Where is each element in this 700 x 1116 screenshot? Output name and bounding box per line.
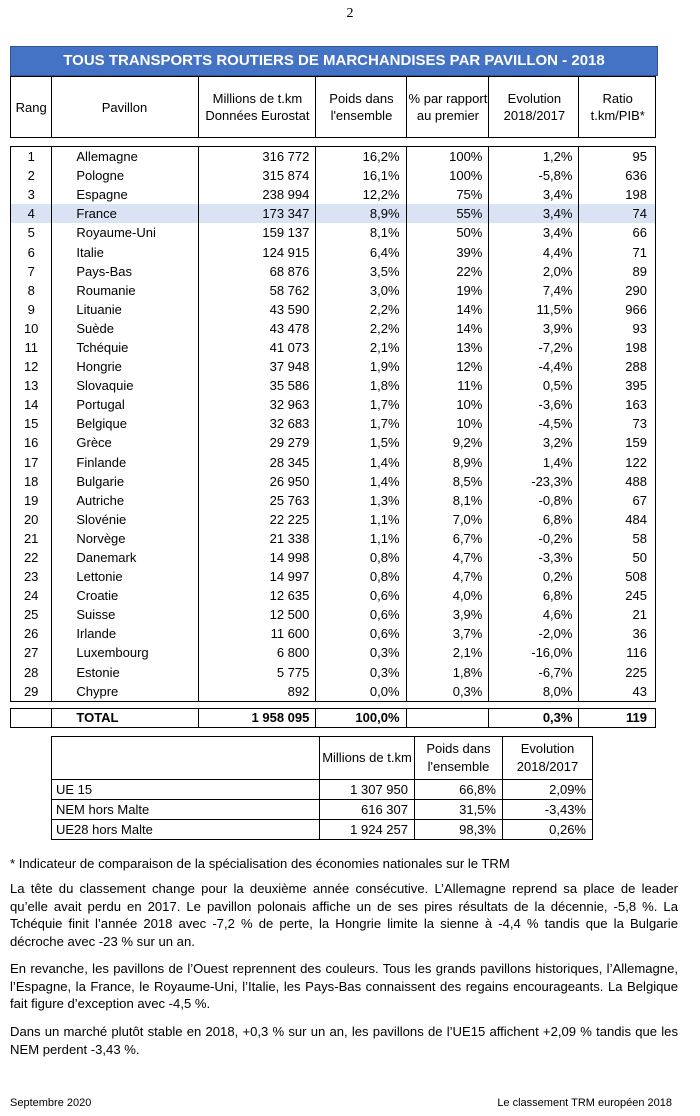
cell-ratio: 89 bbox=[579, 262, 656, 281]
cell-pavillon: Irlande bbox=[52, 624, 198, 643]
footer-publication: Le classement TRM européen 2018 bbox=[497, 1097, 672, 1109]
cell-millions: 12 635 bbox=[198, 586, 316, 605]
cell-rang: 16 bbox=[11, 433, 52, 452]
cell-ratio: 159 bbox=[579, 433, 656, 452]
cell-millions: 43 590 bbox=[198, 300, 316, 319]
summary-row bbox=[52, 800, 593, 820]
cell-pct: 10% bbox=[406, 414, 489, 433]
cell-evolution: 3,9% bbox=[489, 319, 579, 338]
cell-evolution: 3,4% bbox=[489, 204, 579, 223]
cell-ratio: 395 bbox=[579, 376, 656, 395]
cell-evolution: 4,6% bbox=[489, 605, 579, 624]
cell-ratio: 290 bbox=[579, 281, 656, 300]
cell-millions: 316 772 bbox=[198, 147, 316, 167]
table-row bbox=[11, 624, 656, 643]
cell-pct: 13% bbox=[406, 338, 489, 357]
footnote: * Indicateur de comparaison de la spécialisation des économies nationales sur le TRM bbox=[10, 856, 510, 871]
cell-poids: 12,2% bbox=[316, 185, 406, 204]
cell-pavillon: Royaume-Uni bbox=[52, 223, 198, 242]
cell-pavillon: Roumanie bbox=[52, 281, 198, 300]
summary-poids: 31,5% bbox=[415, 800, 503, 820]
total-evolution: 0,3% bbox=[489, 708, 579, 727]
cell-poids: 0,6% bbox=[316, 624, 406, 643]
table-row bbox=[11, 605, 656, 624]
cell-pavillon: Suisse bbox=[52, 605, 198, 624]
cell-ratio: 225 bbox=[579, 663, 656, 682]
cell-rang: 17 bbox=[11, 453, 52, 472]
cell-poids: 16,1% bbox=[316, 166, 406, 185]
cell-ratio: 163 bbox=[579, 395, 656, 414]
cell-poids: 1,4% bbox=[316, 453, 406, 472]
summary-row bbox=[52, 780, 593, 800]
cell-rang: 3 bbox=[11, 185, 52, 204]
cell-ratio: 122 bbox=[579, 453, 656, 472]
cell-millions: 315 874 bbox=[198, 166, 316, 185]
cell-rang: 18 bbox=[11, 472, 52, 491]
cell-evolution: -0,2% bbox=[489, 529, 579, 548]
cell-poids: 1,1% bbox=[316, 529, 406, 548]
cell-evolution: -3,6% bbox=[489, 395, 579, 414]
cell-pct: 8,5% bbox=[406, 472, 489, 491]
cell-rang: 9 bbox=[11, 300, 52, 319]
cell-pct: 55% bbox=[406, 204, 489, 223]
table-row bbox=[11, 357, 656, 376]
cell-rang: 12 bbox=[11, 357, 52, 376]
table-header-row bbox=[11, 77, 656, 138]
cell-poids: 0,6% bbox=[316, 605, 406, 624]
cell-pct: 50% bbox=[406, 223, 489, 242]
cell-ratio: 95 bbox=[579, 147, 656, 167]
cell-evolution: -0,8% bbox=[489, 491, 579, 510]
cell-rang: 5 bbox=[11, 223, 52, 242]
cell-pavillon: Tchéquie bbox=[52, 338, 198, 357]
cell-poids: 1,9% bbox=[316, 357, 406, 376]
cell-millions: 26 950 bbox=[198, 472, 316, 491]
cell-millions: 14 998 bbox=[198, 548, 316, 567]
cell-rang: 7 bbox=[11, 262, 52, 281]
cell-millions: 28 345 bbox=[198, 453, 316, 472]
header-pavillon: Pavillon bbox=[52, 77, 198, 138]
cell-ratio: 966 bbox=[579, 300, 656, 319]
cell-rang: 14 bbox=[11, 395, 52, 414]
header-millions: Millions de t.km Données Eurostat bbox=[198, 77, 316, 138]
cell-pavillon: Belgique bbox=[52, 414, 198, 433]
table-row bbox=[11, 682, 656, 702]
cell-pct: 19% bbox=[406, 281, 489, 300]
cell-evolution: 6,8% bbox=[489, 586, 579, 605]
cell-evolution: -3,3% bbox=[489, 548, 579, 567]
summary-header-evolution: Evolution 2018/2017 bbox=[503, 737, 593, 780]
table-row bbox=[11, 643, 656, 662]
cell-millions: 6 800 bbox=[198, 643, 316, 662]
cell-ratio: 288 bbox=[579, 357, 656, 376]
cell-evolution: -16,0% bbox=[489, 643, 579, 662]
header-pct: % par rapport au premier bbox=[406, 77, 489, 138]
cell-evolution: 8,0% bbox=[489, 682, 579, 702]
summary-header-blank bbox=[52, 737, 320, 780]
cell-evolution: -2,0% bbox=[489, 624, 579, 643]
cell-rang: 13 bbox=[11, 376, 52, 395]
cell-rang: 6 bbox=[11, 242, 52, 261]
cell-poids: 8,9% bbox=[316, 204, 406, 223]
cell-pavillon: Lettonie bbox=[52, 567, 198, 586]
summary-millions: 1 307 950 bbox=[320, 780, 415, 800]
table-row bbox=[11, 242, 656, 261]
cell-pavillon: Italie bbox=[52, 242, 198, 261]
summary-header-poids: Poids dans l'ensemble bbox=[415, 737, 503, 780]
cell-pavillon: Slovénie bbox=[52, 510, 198, 529]
total-rang bbox=[11, 708, 52, 727]
cell-pct: 100% bbox=[406, 147, 489, 167]
cell-ratio: 198 bbox=[579, 338, 656, 357]
cell-poids: 0,6% bbox=[316, 586, 406, 605]
cell-pct: 14% bbox=[406, 300, 489, 319]
cell-rang: 29 bbox=[11, 682, 52, 702]
summary-header-millions: Millions de t.km bbox=[320, 737, 415, 780]
cell-pct: 4,7% bbox=[406, 567, 489, 586]
table-row bbox=[11, 166, 656, 185]
cell-millions: 25 763 bbox=[198, 491, 316, 510]
cell-poids: 2,2% bbox=[316, 319, 406, 338]
cell-pct: 4,0% bbox=[406, 586, 489, 605]
cell-evolution: 1,4% bbox=[489, 453, 579, 472]
cell-poids: 1,8% bbox=[316, 376, 406, 395]
cell-millions: 238 994 bbox=[198, 185, 316, 204]
total-row bbox=[11, 708, 656, 727]
cell-pavillon: Grèce bbox=[52, 433, 198, 452]
cell-millions: 159 137 bbox=[198, 223, 316, 242]
cell-poids: 0,8% bbox=[316, 567, 406, 586]
cell-pavillon: Luxembourg bbox=[52, 643, 198, 662]
cell-evolution: 1,2% bbox=[489, 147, 579, 167]
cell-poids: 1,5% bbox=[316, 433, 406, 452]
cell-pct: 0,3% bbox=[406, 682, 489, 702]
cell-rang: 20 bbox=[11, 510, 52, 529]
footer-date: Septembre 2020 bbox=[10, 1097, 92, 1109]
cell-millions: 21 338 bbox=[198, 529, 316, 548]
cell-millions: 29 279 bbox=[198, 433, 316, 452]
cell-evolution: -7,2% bbox=[489, 338, 579, 357]
cell-millions: 22 225 bbox=[198, 510, 316, 529]
cell-millions: 37 948 bbox=[198, 357, 316, 376]
cell-poids: 3,0% bbox=[316, 281, 406, 300]
summary-table bbox=[51, 736, 593, 840]
table-row bbox=[11, 185, 656, 204]
table-row bbox=[11, 319, 656, 338]
cell-pct: 8,1% bbox=[406, 491, 489, 510]
header-poids: Poids dans l'ensemble bbox=[316, 77, 406, 138]
table-row bbox=[11, 300, 656, 319]
cell-rang: 23 bbox=[11, 567, 52, 586]
cell-poids: 1,7% bbox=[316, 395, 406, 414]
cell-pavillon: Pologne bbox=[52, 166, 198, 185]
cell-rang: 19 bbox=[11, 491, 52, 510]
cell-evolution: 4,4% bbox=[489, 242, 579, 261]
cell-pavillon: Suède bbox=[52, 319, 198, 338]
cell-evolution: 11,5% bbox=[489, 300, 579, 319]
cell-ratio: 66 bbox=[579, 223, 656, 242]
cell-pavillon: Slovaquie bbox=[52, 376, 198, 395]
cell-evolution: 7,4% bbox=[489, 281, 579, 300]
cell-ratio: 74 bbox=[579, 204, 656, 223]
cell-pct: 39% bbox=[406, 242, 489, 261]
cell-ratio: 116 bbox=[579, 643, 656, 662]
header-rang: Rang bbox=[11, 77, 52, 138]
cell-poids: 2,2% bbox=[316, 300, 406, 319]
cell-rang: 27 bbox=[11, 643, 52, 662]
summary-poids: 66,8% bbox=[415, 780, 503, 800]
cell-millions: 173 347 bbox=[198, 204, 316, 223]
cell-poids: 16,2% bbox=[316, 147, 406, 167]
table-row bbox=[11, 510, 656, 529]
cell-pavillon: Portugal bbox=[52, 395, 198, 414]
total-label: TOTAL bbox=[52, 708, 198, 727]
summary-header-row bbox=[52, 737, 593, 780]
cell-rang: 1 bbox=[11, 147, 52, 167]
cell-poids: 0,0% bbox=[316, 682, 406, 702]
cell-ratio: 484 bbox=[579, 510, 656, 529]
cell-pct: 6,7% bbox=[406, 529, 489, 548]
cell-pavillon: Espagne bbox=[52, 185, 198, 204]
cell-ratio: 36 bbox=[579, 624, 656, 643]
page-number: 2 bbox=[346, 6, 354, 21]
paragraph-3: Dans un marché plutôt stable en 2018, +0,3 % sur un an, les pavillons de l’UE15 affichent +2,09 % tandis que les NEM perdent -3,43 %. bbox=[10, 1024, 678, 1057]
cell-evolution: -5,8% bbox=[489, 166, 579, 185]
cell-poids: 2,1% bbox=[316, 338, 406, 357]
cell-evolution: 3,4% bbox=[489, 185, 579, 204]
table-row bbox=[11, 567, 656, 586]
summary-evolution: 0,26% bbox=[503, 820, 593, 840]
cell-millions: 11 600 bbox=[198, 624, 316, 643]
table-row bbox=[11, 529, 656, 548]
cell-pavillon: Estonie bbox=[52, 663, 198, 682]
cell-pavillon: Danemark bbox=[52, 548, 198, 567]
cell-pct: 10% bbox=[406, 395, 489, 414]
summary-millions: 1 924 257 bbox=[320, 820, 415, 840]
cell-pavillon: Finlande bbox=[52, 453, 198, 472]
cell-pct: 2,1% bbox=[406, 643, 489, 662]
table-row bbox=[11, 395, 656, 414]
cell-evolution: 3,2% bbox=[489, 433, 579, 452]
summary-label: UE28 hors Malte bbox=[52, 820, 320, 840]
paragraph-2: En revanche, les pavillons de l’Ouest reprennent des couleurs. Tous les grands pavillons historiques, l’Allemagne, l’Espagne, la France, le Royaume-Uni, l’Italie, les Pays-Bas connaissent des regains encourageants. La Belgique fait figure d’exception avec -4,5 %. bbox=[10, 961, 678, 1011]
cell-evolution: -6,7% bbox=[489, 663, 579, 682]
table-row bbox=[11, 338, 656, 357]
cell-ratio: 488 bbox=[579, 472, 656, 491]
total-millions: 1 958 095 bbox=[198, 708, 316, 727]
cell-ratio: 71 bbox=[579, 242, 656, 261]
cell-evolution: 0,5% bbox=[489, 376, 579, 395]
cell-rang: 10 bbox=[11, 319, 52, 338]
cell-evolution: -4,4% bbox=[489, 357, 579, 376]
summary-poids: 98,3% bbox=[415, 820, 503, 840]
cell-pct: 9,2% bbox=[406, 433, 489, 452]
table-row bbox=[11, 663, 656, 682]
cell-pavillon: Allemagne bbox=[52, 147, 198, 167]
cell-ratio: 43 bbox=[579, 682, 656, 702]
cell-ratio: 508 bbox=[579, 567, 656, 586]
summary-millions: 616 307 bbox=[320, 800, 415, 820]
cell-rang: 21 bbox=[11, 529, 52, 548]
cell-ratio: 93 bbox=[579, 319, 656, 338]
table-row bbox=[11, 586, 656, 605]
cell-poids: 1,7% bbox=[316, 414, 406, 433]
cell-millions: 124 915 bbox=[198, 242, 316, 261]
cell-pct: 4,7% bbox=[406, 548, 489, 567]
cell-pct: 8,9% bbox=[406, 453, 489, 472]
cell-pavillon: Bulgarie bbox=[52, 472, 198, 491]
summary-row bbox=[52, 820, 593, 840]
cell-poids: 0,3% bbox=[316, 643, 406, 662]
cell-evolution: 2,0% bbox=[489, 262, 579, 281]
cell-millions: 58 762 bbox=[198, 281, 316, 300]
cell-millions: 14 997 bbox=[198, 567, 316, 586]
cell-poids: 3,5% bbox=[316, 262, 406, 281]
table-title-banner: TOUS TRANSPORTS ROUTIERS DE MARCHANDISES PAR PAVILLON - 2018 bbox=[10, 46, 658, 76]
cell-pavillon: Lituanie bbox=[52, 300, 198, 319]
paragraph-1: La tête du classement change pour la deuxième année consécutive. L’Allemagne reprend sa place de leader qu’elle avait perdu en 2017. Le pavillon polonais affiche un de ses pires résultats de la décennie, -5,8 %. La Tchéquie finit l’année 2018 avec -7,2 % de perte, la Hongrie limite la sienne à -4,4 % tandis que la Bulgarie décroche avec -23 % sur un an. bbox=[10, 881, 678, 949]
cell-ratio: 198 bbox=[579, 185, 656, 204]
table-row bbox=[11, 223, 656, 242]
cell-poids: 6,4% bbox=[316, 242, 406, 261]
cell-millions: 5 775 bbox=[198, 663, 316, 682]
summary-label: NEM hors Malte bbox=[52, 800, 320, 820]
table-row bbox=[11, 281, 656, 300]
cell-pct: 75% bbox=[406, 185, 489, 204]
table-row bbox=[11, 453, 656, 472]
cell-pct: 22% bbox=[406, 262, 489, 281]
cell-rang: 2 bbox=[11, 166, 52, 185]
cell-rang: 28 bbox=[11, 663, 52, 682]
table-row bbox=[11, 376, 656, 395]
cell-evolution: 3,4% bbox=[489, 223, 579, 242]
cell-rang: 26 bbox=[11, 624, 52, 643]
cell-ratio: 58 bbox=[579, 529, 656, 548]
header-ratio: Ratio t.km/PIB* bbox=[579, 77, 656, 138]
cell-poids: 8,1% bbox=[316, 223, 406, 242]
header-evolution: Evolution 2018/2017 bbox=[489, 77, 579, 138]
ranking-table bbox=[10, 76, 656, 728]
cell-poids: 0,8% bbox=[316, 548, 406, 567]
total-pct bbox=[406, 708, 489, 727]
cell-pct: 100% bbox=[406, 166, 489, 185]
cell-millions: 35 586 bbox=[198, 376, 316, 395]
cell-rang: 15 bbox=[11, 414, 52, 433]
cell-poids: 1,4% bbox=[316, 472, 406, 491]
table-row bbox=[11, 262, 656, 281]
cell-evolution: 0,2% bbox=[489, 567, 579, 586]
table-row bbox=[11, 433, 656, 452]
summary-evolution: -3,43% bbox=[503, 800, 593, 820]
cell-rang: 4 bbox=[11, 204, 52, 223]
table-row bbox=[11, 548, 656, 567]
cell-pct: 3,7% bbox=[406, 624, 489, 643]
cell-pct: 1,8% bbox=[406, 663, 489, 682]
cell-poids: 0,3% bbox=[316, 663, 406, 682]
cell-pct: 14% bbox=[406, 319, 489, 338]
table-row bbox=[11, 147, 656, 167]
cell-ratio: 67 bbox=[579, 491, 656, 510]
total-ratio: 119 bbox=[579, 708, 656, 727]
cell-pavillon: Autriche bbox=[52, 491, 198, 510]
cell-millions: 32 683 bbox=[198, 414, 316, 433]
cell-pct: 12% bbox=[406, 357, 489, 376]
cell-pavillon: Chypre bbox=[52, 682, 198, 702]
cell-pavillon: Pays-Bas bbox=[52, 262, 198, 281]
cell-millions: 892 bbox=[198, 682, 316, 702]
cell-rang: 24 bbox=[11, 586, 52, 605]
table-row bbox=[11, 472, 656, 491]
summary-label: UE 15 bbox=[52, 780, 320, 800]
cell-ratio: 245 bbox=[579, 586, 656, 605]
cell-evolution: 6,8% bbox=[489, 510, 579, 529]
total-poids: 100,0% bbox=[316, 708, 406, 727]
cell-poids: 1,1% bbox=[316, 510, 406, 529]
cell-rang: 11 bbox=[11, 338, 52, 357]
cell-pavillon: Hongrie bbox=[52, 357, 198, 376]
cell-rang: 22 bbox=[11, 548, 52, 567]
cell-rang: 25 bbox=[11, 605, 52, 624]
cell-pct: 3,9% bbox=[406, 605, 489, 624]
cell-millions: 32 963 bbox=[198, 395, 316, 414]
cell-pavillon: France bbox=[52, 204, 198, 223]
cell-pct: 7,0% bbox=[406, 510, 489, 529]
cell-evolution: -23,3% bbox=[489, 472, 579, 491]
cell-millions: 41 073 bbox=[198, 338, 316, 357]
table-row bbox=[11, 491, 656, 510]
table-row bbox=[11, 204, 656, 223]
summary-evolution: 2,09% bbox=[503, 780, 593, 800]
cell-ratio: 21 bbox=[579, 605, 656, 624]
cell-pavillon: Croatie bbox=[52, 586, 198, 605]
cell-millions: 12 500 bbox=[198, 605, 316, 624]
cell-ratio: 636 bbox=[579, 166, 656, 185]
cell-rang: 8 bbox=[11, 281, 52, 300]
cell-millions: 68 876 bbox=[198, 262, 316, 281]
cell-evolution: -4,5% bbox=[489, 414, 579, 433]
cell-pavillon: Norvège bbox=[52, 529, 198, 548]
cell-ratio: 73 bbox=[579, 414, 656, 433]
cell-ratio: 50 bbox=[579, 548, 656, 567]
table-row bbox=[11, 414, 656, 433]
table-body bbox=[11, 147, 656, 702]
cell-pct: 11% bbox=[406, 376, 489, 395]
cell-poids: 1,3% bbox=[316, 491, 406, 510]
cell-millions: 43 478 bbox=[198, 319, 316, 338]
